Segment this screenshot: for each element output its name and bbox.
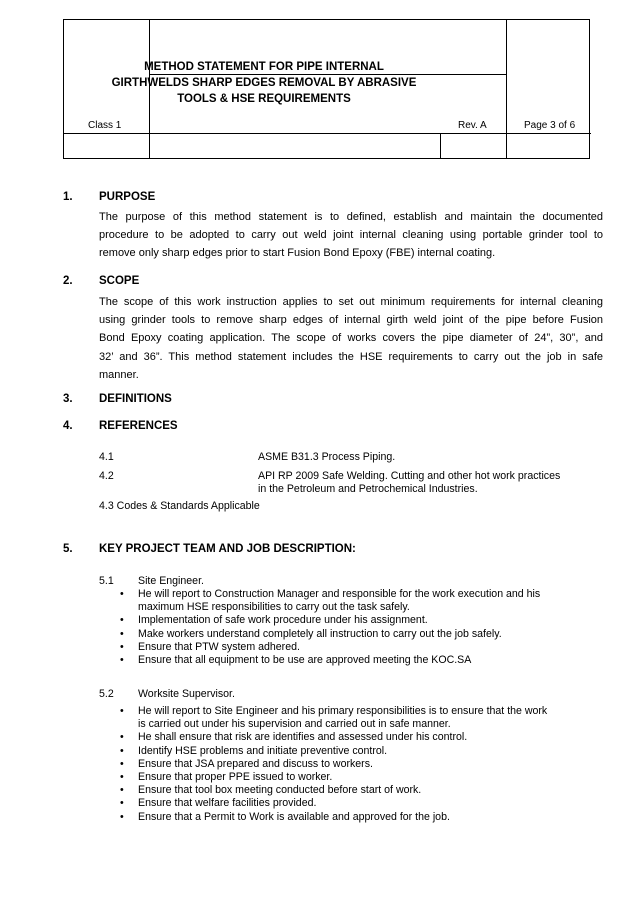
role-title: Site Engineer.: [138, 575, 204, 587]
duty-item: [118, 758, 602, 771]
header-divider: [64, 133, 591, 134]
text-line: manner.: [99, 368, 139, 381]
role-number: 5.2: [99, 688, 114, 700]
bullet-icon: •: [120, 654, 124, 667]
role-number: 5.1: [99, 575, 114, 587]
duty-text: Ensure that all equipment to be use are approved meeting the KOC.SA: [138, 654, 472, 667]
codes-standards-label: 4.3 Codes & Standards Applicable: [99, 500, 260, 512]
duty-item: [118, 614, 602, 627]
text-line: procedure to be adopted to carry out weld joint internal cleaning using portable grinder tool to: [99, 229, 603, 242]
reference-text: API RP 2009 Safe Welding. Cutting and other hot work practices: [258, 470, 561, 482]
duty-item: [118, 731, 602, 744]
duty-item: [118, 641, 602, 654]
section-heading-scope: SCOPE: [99, 275, 140, 287]
header-divider: [506, 20, 507, 159]
duty-text: Ensure that welfare facilities provided.: [138, 797, 317, 810]
title-line: TOOLS & HSE REQUIREMENTS: [177, 93, 351, 105]
text-line: remove only sharp edges prior to start Fusion Bond Epoxy (FBE) internal coating.: [99, 247, 496, 260]
duty-text: Make workers understand completely all instruction to carry out the job safely.: [138, 627, 502, 640]
duty-text: Ensure that a Permit to Work is available and approved for the job.: [138, 810, 450, 823]
section-heading-purpose: PURPOSE: [99, 191, 156, 203]
duty-item: [118, 771, 602, 784]
bullet-icon: •: [120, 731, 124, 744]
duty-text: Ensure that PTW system adhered.: [138, 640, 300, 653]
duty-text: Identify HSE problems and initiate preventive control.: [138, 744, 388, 757]
reference-text: ASME B31.3 Process Piping.: [258, 451, 396, 463]
bullet-icon: •: [120, 810, 124, 823]
title-line: METHOD STATEMENT FOR PIPE INTERNAL: [144, 61, 384, 73]
duty-text: maximum HSE responsibilities to carry out the task safely.: [138, 601, 410, 614]
bullet-icon: •: [120, 627, 124, 640]
text-line: The purpose of this method statement is to defined, establish and maintain the documented: [99, 211, 603, 223]
reference-number: 4.1: [99, 451, 114, 463]
page-number: Page 3 of 6: [524, 120, 576, 131]
revision-label: Rev. A: [458, 120, 487, 131]
text-line: The scope of this work instruction applies to set out minimum requirements for internal cleaning: [99, 296, 603, 308]
class-label: Class 1: [88, 120, 122, 131]
text-line: Bond Epoxy coating application. The scope of works covers the pipe diameter of 24”, 30”, and: [99, 332, 603, 345]
text-line: 32’ and 36”. This method statement includes the HSE requirements to carry out the job in safe: [99, 350, 603, 363]
duty-text: He shall ensure that risk are identifies and assessed under his control.: [138, 731, 468, 744]
duty-text: Implementation of safe work procedure under his assignment.: [138, 614, 428, 627]
section-number: 4.: [63, 420, 73, 432]
section-number: 3.: [63, 393, 73, 405]
duty-item: [118, 628, 602, 641]
duty-text: He will report to Site Engineer and his primary responsibilities is to ensure that the work: [138, 705, 548, 717]
reference-number: 4.2: [99, 470, 114, 482]
document-title: [86, 59, 442, 107]
duty-item: [118, 797, 602, 810]
section-number: 2.: [63, 275, 73, 287]
duty-text: Ensure that tool box meeting conducted before start of work.: [138, 784, 422, 797]
duty-item: [118, 784, 602, 797]
role-title: Worksite Supervisor.: [138, 688, 235, 700]
duty-item: [118, 811, 602, 824]
duty-text: Ensure that JSA prepared and discuss to workers.: [138, 757, 373, 770]
bullet-icon: •: [120, 614, 124, 627]
section-number: 1.: [63, 191, 73, 203]
bullet-icon: •: [120, 757, 124, 770]
duty-item: [118, 654, 602, 667]
site-engineer-duties: [118, 588, 602, 667]
bullet-icon: •: [120, 744, 124, 757]
duty-item: [118, 705, 602, 731]
section-heading-definitions: DEFINITIONS: [99, 393, 172, 405]
text-line: using grinder tools to remove sharp edges of internal girth weld joint of the pipe before Fusion: [99, 314, 603, 327]
bullet-icon: •: [120, 771, 124, 784]
duty-text: is carried out under his supervision and carried out in safe manner.: [138, 718, 451, 731]
section-number: 5.: [63, 543, 73, 555]
scope-paragraph: [99, 293, 603, 384]
bullet-icon: •: [120, 784, 124, 797]
title-line: GIRTHWELDS SHARP EDGES REMOVAL BY ABRASIVE: [111, 77, 417, 89]
duty-text: Ensure that proper PPE issued to worker.: [138, 771, 333, 784]
duty-item: [118, 745, 602, 758]
bullet-icon: •: [120, 588, 124, 600]
duty-text: He will report to Construction Manager and responsible for the work execution and his: [138, 588, 541, 600]
bullet-icon: •: [120, 640, 124, 653]
duty-item: [118, 588, 602, 614]
purpose-paragraph: [99, 208, 603, 263]
header-divider: [440, 134, 441, 159]
reference-text: in the Petroleum and Petrochemical Industries.: [258, 483, 478, 495]
section-heading-team: KEY PROJECT TEAM AND JOB DESCRIPTION:: [99, 543, 356, 555]
section-heading-references: REFERENCES: [99, 420, 178, 432]
supervisor-duties: [118, 705, 602, 824]
bullet-icon: •: [120, 705, 124, 717]
bullet-icon: •: [120, 797, 124, 810]
